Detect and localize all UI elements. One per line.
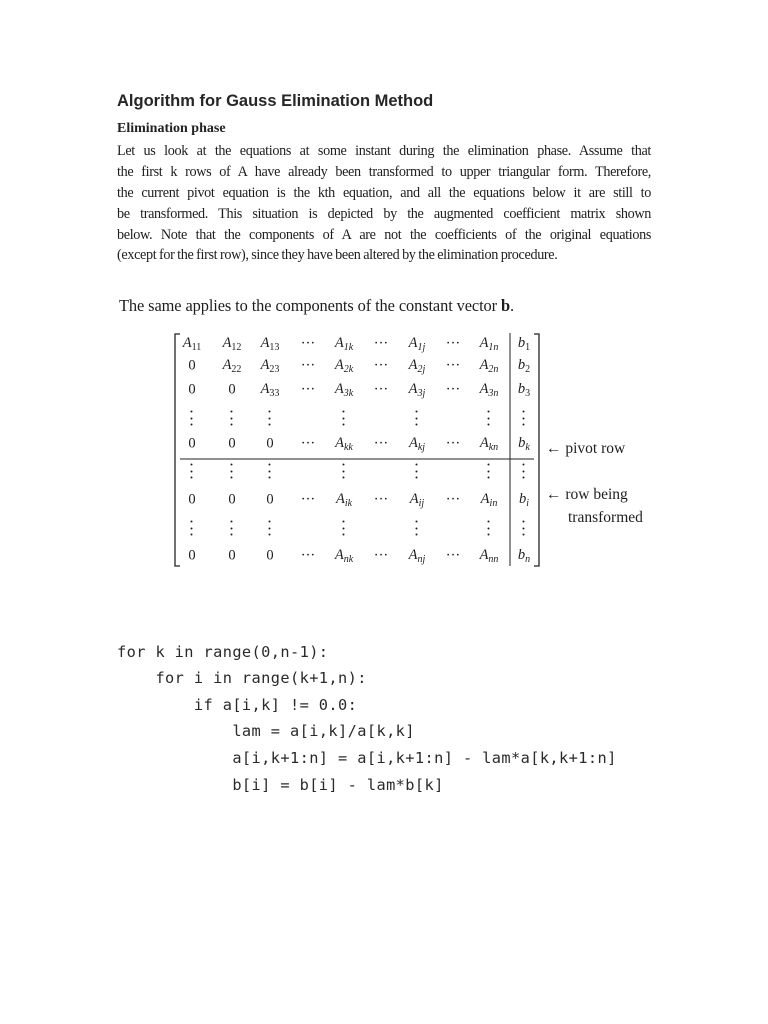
- vertical-ellipsis: [343, 464, 346, 479]
- ellipsis-dot: [416, 411, 418, 413]
- ellipsis-dot: [523, 464, 525, 466]
- matrix-zero: 0: [188, 491, 196, 508]
- vertical-ellipsis: [343, 411, 346, 426]
- matrix-entry: [223, 335, 242, 353]
- matrix-entry: [518, 435, 530, 453]
- entry-symbol: A: [334, 357, 344, 373]
- ellipsis-dot: [523, 477, 525, 479]
- entry-subscript: kn: [488, 442, 499, 453]
- matrix-entry: [409, 435, 425, 453]
- ellipsis-dot: [231, 477, 233, 479]
- ellipsis-dot: [416, 417, 418, 419]
- horizontal-ellipsis: ···: [373, 357, 389, 374]
- entry-symbol: A: [334, 381, 344, 397]
- horizontal-ellipsis: ···: [300, 381, 316, 398]
- ellipsis-dot: [523, 411, 525, 413]
- ellipsis-dot: [343, 527, 345, 529]
- transformed-annotation: transformed: [568, 509, 643, 526]
- entry-symbol: A: [408, 357, 418, 373]
- ellipsis-dot: [269, 470, 271, 472]
- vertical-ellipsis: [191, 464, 194, 479]
- ellipsis-dot: [343, 521, 345, 523]
- ellipsis-dot: [191, 477, 193, 479]
- ellipsis-dot: [191, 534, 193, 536]
- matrix-entry: [335, 547, 353, 565]
- matrix-entry: [409, 547, 426, 565]
- entry-subscript: 1k: [343, 342, 354, 353]
- matrix-zero: 0: [228, 435, 236, 452]
- paragraph-line: the first k rows of A have already been transformed to upper triangular form. Therefore,: [117, 164, 651, 180]
- matrix-entry: [519, 491, 529, 509]
- subsection-heading: Elimination phase: [117, 121, 226, 136]
- ellipsis-dot: [191, 470, 193, 472]
- horizontal-ellipsis: ···: [300, 491, 316, 508]
- vertical-ellipsis: [231, 464, 234, 479]
- vertical-ellipsis: [269, 464, 272, 479]
- matrix-entry: [223, 357, 242, 375]
- code-line: for i in range(k+1,n):: [117, 669, 367, 687]
- horizontal-ellipsis: ···: [445, 435, 461, 452]
- ellipsis-dot: [191, 527, 193, 529]
- ellipsis-dot: [416, 534, 418, 536]
- constant-vector-sentence: [119, 296, 514, 316]
- entry-subscript: 1: [525, 342, 531, 353]
- entry-symbol: A: [334, 335, 344, 351]
- ellipsis-dot: [488, 527, 490, 529]
- entry-subscript: 3: [525, 388, 531, 399]
- matrix-entry: [518, 547, 530, 565]
- entry-symbol: A: [479, 335, 489, 351]
- ellipsis-dot: [416, 477, 418, 479]
- ellipsis-dot: [269, 464, 271, 466]
- ellipsis-dot: [416, 424, 418, 426]
- matrix-entry: [518, 335, 530, 353]
- matrix-zero: 0: [228, 547, 236, 564]
- vertical-ellipsis: [523, 464, 526, 479]
- entry-symbol: b: [517, 547, 526, 563]
- matrix-entry: [480, 357, 499, 375]
- ellipsis-dot: [191, 424, 193, 426]
- entry-symbol: b: [517, 335, 526, 351]
- section-heading: Algorithm for Gauss Elimination Method: [117, 92, 434, 110]
- ellipsis-dot: [523, 527, 525, 529]
- paragraph-line: below. Note that the components of A are not the coefficients of the original equations: [117, 227, 651, 243]
- entry-symbol: b: [518, 491, 527, 507]
- paragraph-line: Let us look at the equations at some instant during the elimination phase. Assume that: [117, 143, 651, 159]
- code-line: b[i] = b[i] - lam*b[k]: [117, 776, 444, 794]
- vertical-ellipsis: [488, 411, 491, 426]
- paragraph-line: be transformed. This situation is depicted by the augmented coefficient matrix shown: [117, 206, 651, 222]
- entry-symbol: b: [517, 381, 526, 397]
- vertical-ellipsis: [231, 411, 234, 426]
- ellipsis-dot: [416, 464, 418, 466]
- entry-subscript: i: [526, 498, 530, 509]
- horizontal-ellipsis: ···: [300, 547, 316, 564]
- ellipsis-dot: [343, 464, 345, 466]
- ellipsis-dot: [191, 417, 193, 419]
- entry-symbol: A: [408, 381, 418, 397]
- horizontal-ellipsis: ···: [445, 547, 461, 564]
- vertical-ellipsis: [269, 411, 272, 426]
- matrix-entry: [409, 357, 426, 375]
- vertical-ellipsis: [416, 411, 419, 426]
- entry-symbol: b: [517, 357, 526, 373]
- entry-subscript: 11: [191, 342, 202, 353]
- horizontal-ellipsis: ···: [300, 357, 316, 374]
- horizontal-ellipsis: ···: [373, 491, 389, 508]
- matrix-entry: [480, 435, 498, 453]
- ellipsis-dot: [269, 527, 271, 529]
- sentence-text: The same applies to the components of the constant vector: [119, 296, 501, 315]
- matrix-entry: [261, 335, 280, 353]
- entry-symbol: A: [408, 435, 418, 451]
- entry-symbol: A: [479, 381, 489, 397]
- matrix-entry: [480, 335, 499, 353]
- matrix-entry: [518, 381, 530, 399]
- matrix-zero: 0: [188, 357, 196, 374]
- entry-subscript: ik: [344, 498, 353, 509]
- entry-symbol: A: [260, 357, 270, 373]
- right-bracket: [534, 334, 539, 566]
- ellipsis-dot: [488, 464, 490, 466]
- ellipsis-dot: [523, 521, 525, 523]
- matrix-zero: 0: [266, 435, 274, 452]
- ellipsis-dot: [488, 424, 490, 426]
- entry-symbol: A: [409, 491, 419, 507]
- ellipsis-dot: [343, 477, 345, 479]
- code-line: for k in range(0,n-1):: [117, 643, 329, 661]
- horizontal-ellipsis: ···: [300, 435, 316, 452]
- entry-symbol: A: [479, 435, 489, 451]
- vertical-ellipsis: [488, 464, 491, 479]
- entry-subscript: 2: [525, 364, 531, 375]
- vertical-ellipsis: [488, 521, 491, 536]
- matrix-entry: [480, 381, 499, 399]
- entry-subscript: 23: [269, 364, 280, 375]
- matrix-entry: [335, 357, 353, 375]
- vertical-ellipsis: [416, 521, 419, 536]
- entry-subscript: in: [489, 498, 498, 509]
- vertical-ellipsis: [523, 521, 526, 536]
- ellipsis-dot: [343, 470, 345, 472]
- entry-subscript: 2j: [417, 364, 426, 375]
- entry-subscript: 3n: [488, 388, 499, 399]
- horizontal-ellipsis: ···: [445, 335, 461, 352]
- ellipsis-dot: [343, 417, 345, 419]
- matrix-zero: 0: [266, 491, 274, 508]
- ellipsis-dot: [231, 464, 233, 466]
- entry-symbol: A: [335, 435, 344, 451]
- pivot-row-annotation: ← pivot row: [546, 440, 626, 457]
- matrix-zero: 0: [188, 435, 196, 452]
- ellipsis-dot: [231, 417, 233, 419]
- matrix-zero: 0: [228, 491, 236, 508]
- ellipsis-dot: [416, 527, 418, 529]
- entry-symbol: A: [222, 335, 232, 351]
- ellipsis-dot: [231, 470, 233, 472]
- matrix-entry: [410, 491, 424, 509]
- ellipsis-dot: [488, 470, 490, 472]
- entry-subscript: 1j: [417, 342, 426, 353]
- entry-subscript: 12: [231, 342, 242, 353]
- ellipsis-dot: [269, 521, 271, 523]
- entry-subscript: 3k: [343, 388, 354, 399]
- vertical-ellipsis: [416, 464, 419, 479]
- horizontal-ellipsis: ···: [373, 381, 389, 398]
- entry-subscript: 22: [231, 364, 242, 375]
- ellipsis-dot: [269, 424, 271, 426]
- matrix-entry: [335, 435, 353, 453]
- ellipsis-dot: [416, 470, 418, 472]
- entry-symbol: A: [182, 335, 192, 351]
- ellipsis-dot: [191, 521, 193, 523]
- code-line: if a[i,k] != 0.0:: [117, 696, 358, 714]
- entry-symbol: A: [408, 547, 418, 563]
- ellipsis-dot: [343, 534, 345, 536]
- ellipsis-dot: [488, 477, 490, 479]
- matrix-entry: [409, 335, 426, 353]
- vertical-ellipsis: [523, 411, 526, 426]
- sentence-period: .: [510, 296, 515, 315]
- horizontal-ellipsis: ···: [373, 547, 389, 564]
- matrix-entry: [335, 381, 353, 399]
- entry-subscript: nk: [343, 554, 354, 565]
- ellipsis-dot: [343, 424, 345, 426]
- ellipsis-dot: [269, 417, 271, 419]
- entry-symbol: A: [408, 335, 418, 351]
- ellipsis-dot: [231, 527, 233, 529]
- matrix-entry: [336, 491, 352, 509]
- ellipsis-dot: [231, 521, 233, 523]
- ellipsis-dot: [343, 411, 345, 413]
- ellipsis-dot: [231, 534, 233, 536]
- horizontal-ellipsis: ···: [300, 335, 316, 352]
- matrix-entry: [481, 491, 498, 509]
- horizontal-ellipsis: ···: [445, 491, 461, 508]
- matrix-zero: 0: [188, 381, 196, 398]
- ellipsis-dot: [488, 521, 490, 523]
- entry-subscript: nn: [488, 554, 499, 565]
- entry-symbol: A: [260, 381, 270, 397]
- matrix-entry: [261, 357, 280, 375]
- paragraph-line: (except for the first row), since they have been altered by the elimination procedure.: [117, 247, 558, 263]
- paragraph-line: the current pivot equation is the kth equation, and all the equations below it are still to: [117, 185, 651, 201]
- entry-subscript: 33: [269, 388, 280, 399]
- entry-symbol: A: [260, 335, 270, 351]
- matrix-entry: [335, 335, 353, 353]
- left-bracket: [175, 334, 180, 566]
- matrix-zero: 0: [188, 547, 196, 564]
- vertical-ellipsis: [269, 521, 272, 536]
- ellipsis-dot: [488, 534, 490, 536]
- ellipsis-dot: [231, 411, 233, 413]
- horizontal-ellipsis: ···: [373, 335, 389, 352]
- entry-symbol: A: [222, 357, 232, 373]
- ellipsis-dot: [488, 411, 490, 413]
- vertical-ellipsis: [343, 521, 346, 536]
- ellipsis-dot: [269, 477, 271, 479]
- ellipsis-dot: [416, 521, 418, 523]
- ellipsis-dot: [231, 424, 233, 426]
- entry-subscript: 2n: [488, 364, 499, 375]
- matrix-zero: 0: [266, 547, 274, 564]
- matrix-entry: [518, 357, 530, 375]
- entry-symbol: A: [480, 491, 490, 507]
- entry-subscript: 13: [269, 342, 280, 353]
- horizontal-ellipsis: ···: [445, 381, 461, 398]
- entry-subscript: kk: [343, 442, 353, 453]
- matrix-entry: [261, 381, 280, 399]
- matrix-entry: [183, 335, 202, 353]
- vertical-ellipsis: [231, 521, 234, 536]
- entry-subscript: 2k: [343, 364, 354, 375]
- ellipsis-dot: [523, 534, 525, 536]
- vertical-ellipsis: [191, 411, 194, 426]
- ellipsis-dot: [269, 411, 271, 413]
- entry-symbol: A: [335, 491, 345, 507]
- ellipsis-dot: [523, 470, 525, 472]
- horizontal-ellipsis: ···: [373, 435, 389, 452]
- code-line: lam = a[i,k]/a[k,k]: [117, 722, 415, 740]
- ellipsis-dot: [191, 411, 193, 413]
- ellipsis-dot: [488, 417, 490, 419]
- ellipsis-dot: [523, 417, 525, 419]
- entry-symbol: A: [479, 547, 489, 563]
- entry-subscript: kj: [417, 442, 426, 453]
- entry-subscript: 1n: [488, 342, 499, 353]
- vector-symbol: b: [501, 296, 511, 315]
- entry-symbol: b: [518, 435, 526, 451]
- entry-subscript: 3j: [417, 388, 426, 399]
- ellipsis-dot: [269, 534, 271, 536]
- ellipsis-dot: [191, 464, 193, 466]
- horizontal-ellipsis: ···: [445, 357, 461, 374]
- code-line: a[i,k+1:n] = a[i,k+1:n] - lam*a[k,k+1:n]: [117, 749, 617, 767]
- entry-subscript: k: [525, 442, 530, 453]
- matrix-entry: [480, 547, 499, 565]
- vertical-ellipsis: [191, 521, 194, 536]
- matrix-entry: [409, 381, 426, 399]
- entry-subscript: n: [525, 554, 531, 565]
- matrix-zero: 0: [228, 381, 236, 398]
- row-being-annotation: ← row being: [546, 486, 628, 503]
- entry-subscript: ij: [418, 498, 425, 509]
- entry-symbol: A: [334, 547, 344, 563]
- ellipsis-dot: [523, 424, 525, 426]
- entry-subscript: nj: [417, 554, 426, 565]
- entry-symbol: A: [479, 357, 489, 373]
